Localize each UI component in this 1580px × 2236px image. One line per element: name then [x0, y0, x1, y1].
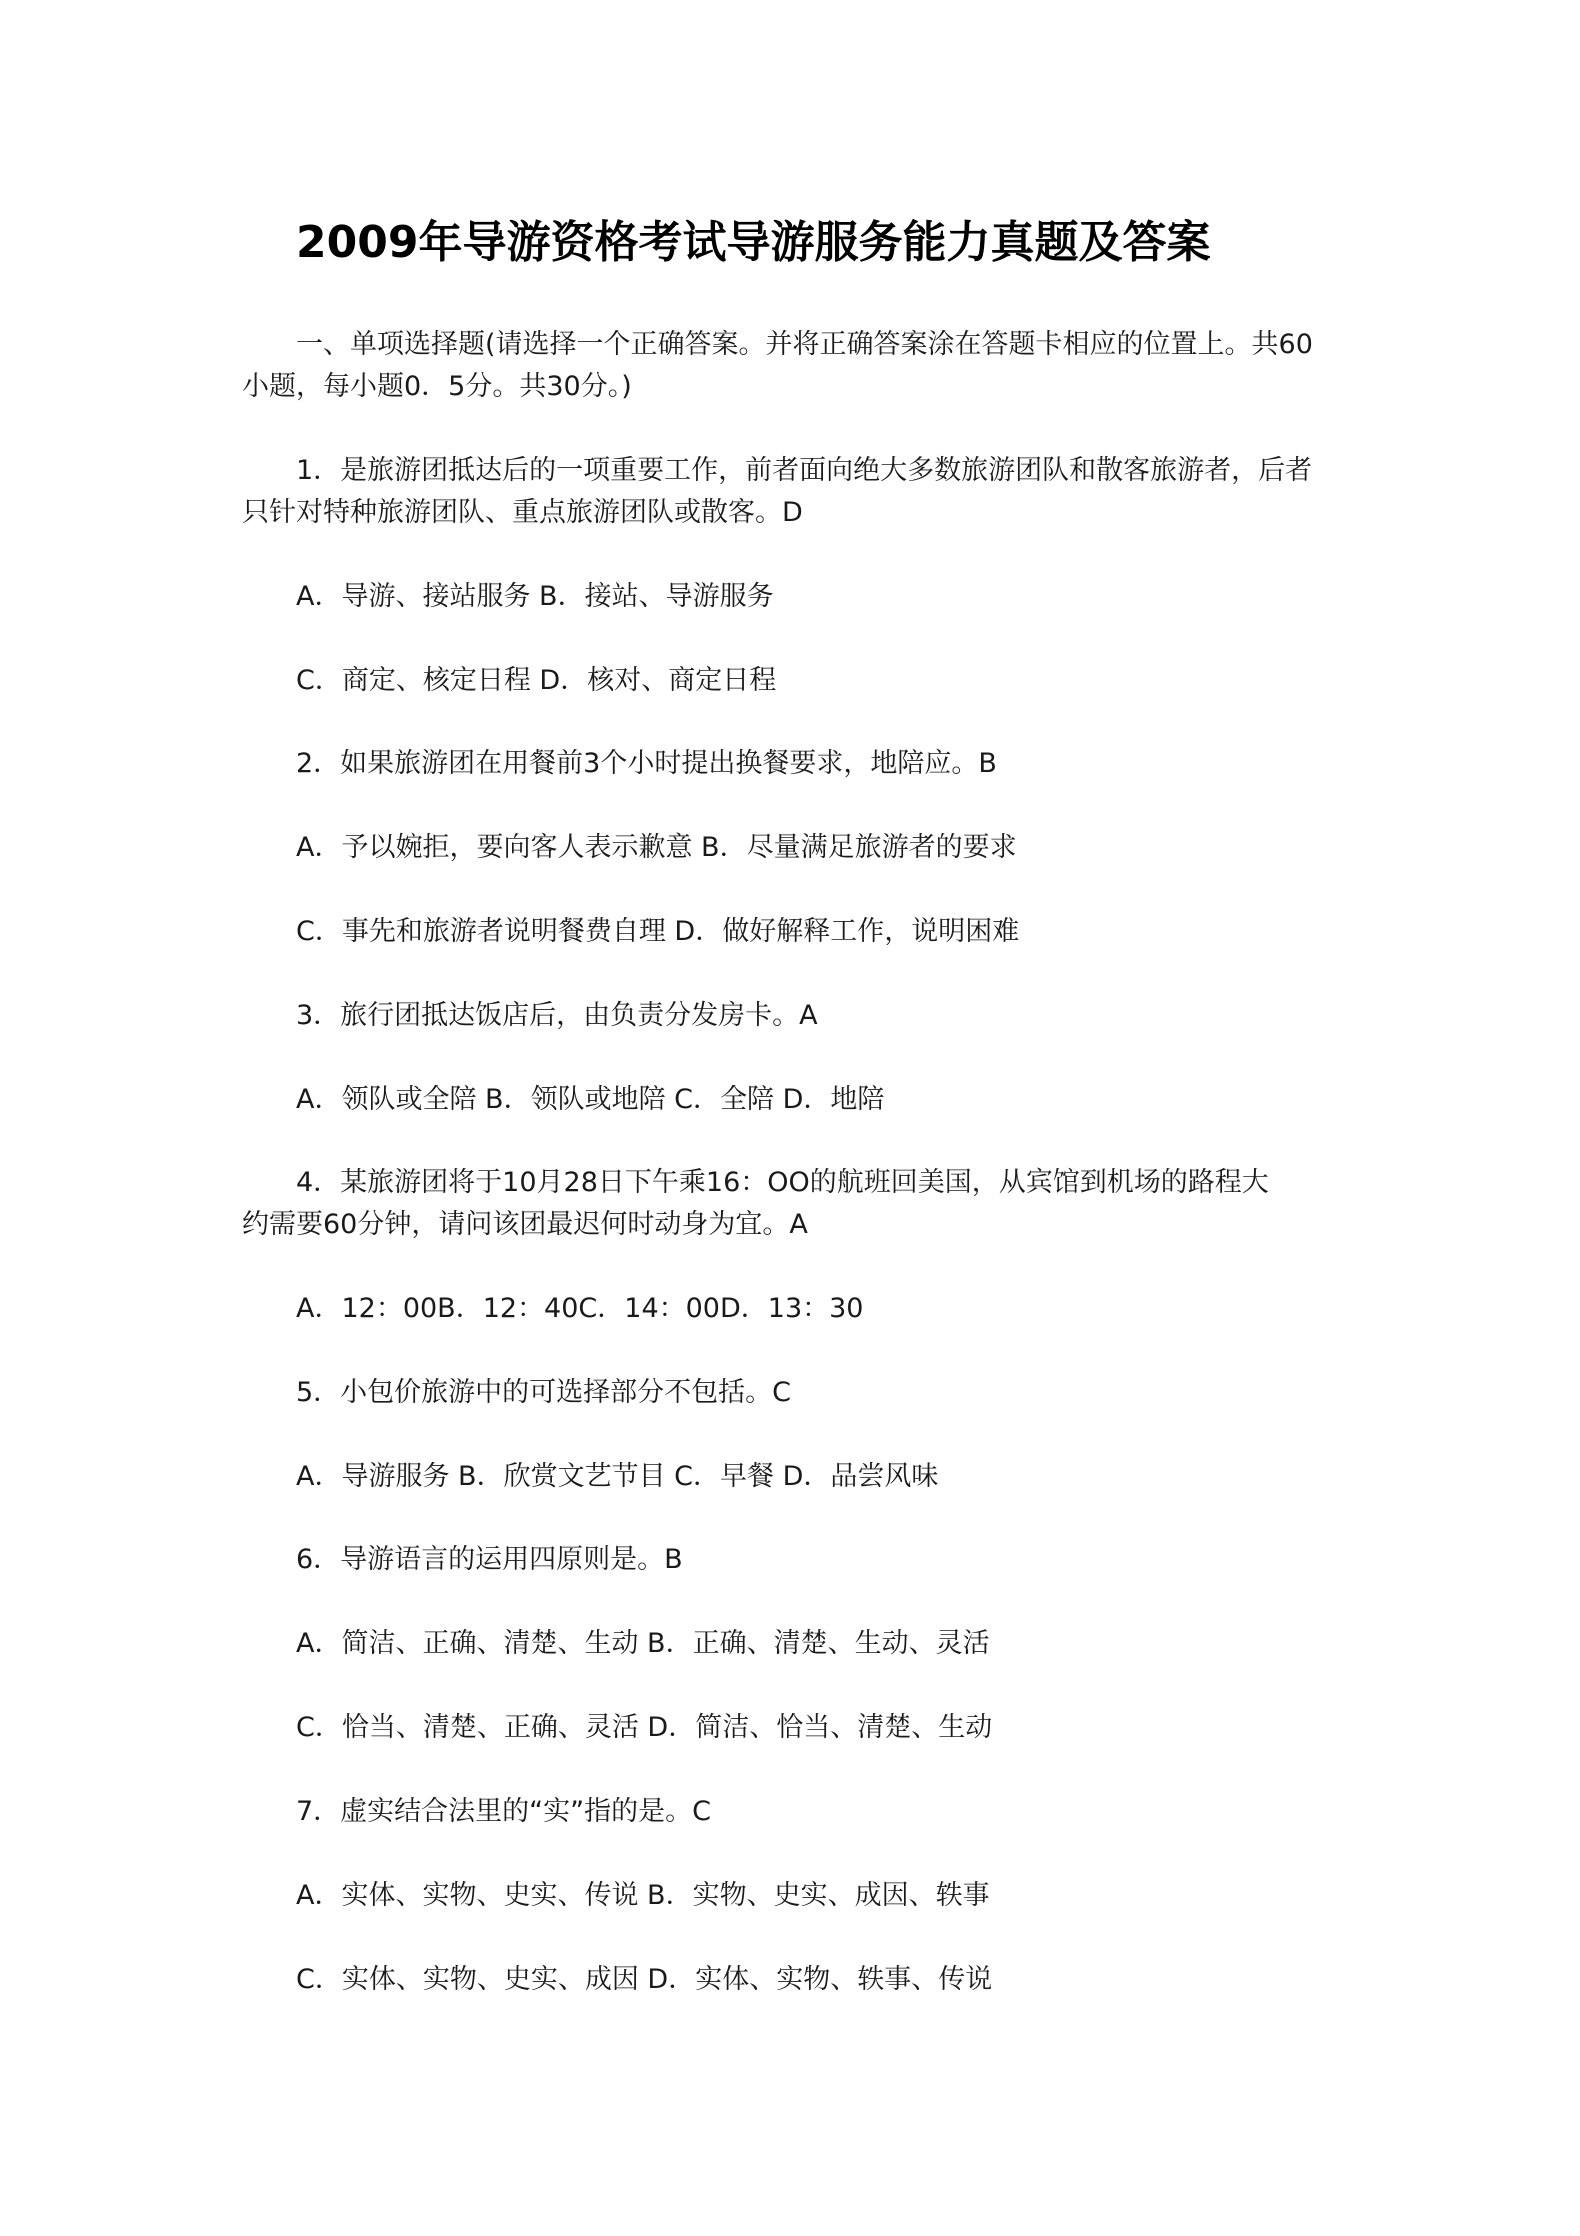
question-1-stem-line-2: 只针对特种旅游团队、重点旅游团队或散客。D	[242, 497, 803, 528]
question-2-options-1: A．予以婉拒，要向客人表示歉意 B．尽量满足旅游者的要求	[296, 832, 1017, 863]
question-1-stem-line-1: 1．是旅游团抵达后的一项重要工作，前者面向绝大多数旅游团队和散客旅游者，后者	[296, 455, 1313, 486]
question-7-options-2: C．实体、实物、史实、成因 D．实体、实物、轶事、传说	[296, 1964, 993, 1995]
page-title: 2009年导游资格考试导游服务能力真题及答案	[296, 217, 1211, 268]
question-4-stem-line-1: 4．某旅游团将于10月28日下午乘16：OO的航班回美国，从宾馆到机场的路程大	[296, 1167, 1269, 1198]
question-4-stem-line-2: 约需要60分钟，请问该团最迟何时动身为宜。A	[242, 1209, 808, 1240]
question-7-options-1: A．实体、实物、史实、传说 B．实物、史实、成因、轶事	[296, 1880, 990, 1911]
section-intro-line-1: 一、单项选择题(请选择一个正确答案。并将正确答案涂在答题卡相应的位置上。共60	[296, 329, 1313, 360]
question-6-stem: 6．导游语言的运用四原则是。B	[296, 1544, 683, 1575]
section-intro-line-2: 小题，每小题0．5分。共30分。)	[242, 371, 632, 402]
question-4-options-1: A．12：00B．12：40C．14：00D．13：30	[296, 1293, 864, 1324]
question-2-stem: 2．如果旅游团在用餐前3个小时提出换餐要求，地陪应。B	[296, 748, 997, 779]
question-3-options-1: A．领队或全陪 B．领队或地陪 C．全陪 D．地陪	[296, 1084, 885, 1115]
question-3-stem: 3．旅行团抵达饭店后，由负责分发房卡。A	[296, 1000, 818, 1031]
question-7-stem: 7．虚实结合法里的“实”指的是。C	[296, 1796, 712, 1827]
question-6-options-2: C．恰当、清楚、正确、灵活 D．简洁、恰当、清楚、生动	[296, 1712, 993, 1743]
question-1-options-1: A．导游、接站服务 B．接站、导游服务	[296, 581, 774, 612]
question-6-options-1: A．简洁、正确、清楚、生动 B．正确、清楚、生动、灵活	[296, 1628, 990, 1659]
question-5-options-1: A．导游服务 B．欣赏文艺节目 C．早餐 D．品尝风味	[296, 1461, 939, 1492]
question-5-stem: 5．小包价旅游中的可选择部分不包括。C	[296, 1377, 792, 1408]
question-2-options-2: C．事先和旅游者说明餐费自理 D．做好解释工作，说明困难	[296, 916, 1020, 947]
question-1-options-2: C．商定、核定日程 D．核对、商定日程	[296, 665, 777, 696]
